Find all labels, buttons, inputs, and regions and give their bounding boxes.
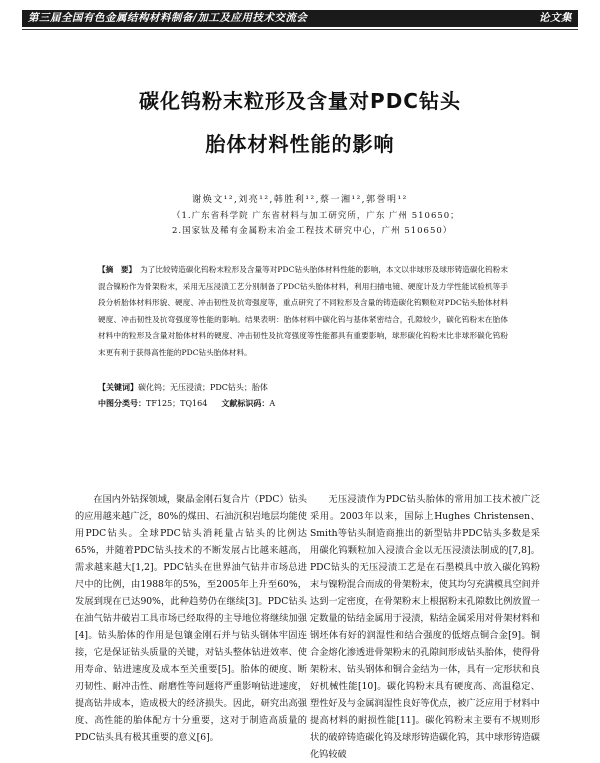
header-conference-title: 第三届全国有色金属结构材料制备/加工及应用技术交流会 xyxy=(28,12,308,24)
document-code-label: 文献标识码： xyxy=(221,398,270,408)
classification xyxy=(98,398,508,409)
abstract-label: 【摘 要】 xyxy=(98,265,137,274)
affiliation-2: 2.国家钛及稀有金属粉末冶金工程技术研究中心，广州 510650） xyxy=(172,226,453,236)
body-column-right: 无压浸渍作为PDC钻头胎体的常用加工技术被广泛采用。2003年以来，国际上Hughes Christensen、Smith等钻头制造商推出的新型钻井PDC钻头多数是采用碳化钨颗粒加入浸渍合金以无压浸渍法制成的[7,8]。PDC钻头的无压浸渍工艺是在石墨模具中放入碳化钨粉末与镍粉混合而成的骨架粉末，使其均匀充满模具空间并达到一定密度，在骨架粉末上根据粉末孔隙数比例放置一定数量的钻结金属用于浸渍，粘结金属采用对骨架材料和钢坯体有好的润湿性和结合强度的低熔点铜合金[9]。铜合金熔化渗透进骨架粉末的孔隙间形成钻头胎体，使得骨架粉末、钻头钢体和铜合金结为一体，具有一定形状和良好机械性能[10]。碳化钨粉末具有硬度高、高温稳定、塑性好及与金属润湿性良好等优点，被广泛应用于材料中提高材料的耐损性能[11]。碳化钨粉末主要有不规则形状的破碎铸造碳化钨及球形铸造碳化钨，其中球形铸造碳化钨较破 xyxy=(310,494,540,760)
abstract xyxy=(98,262,508,361)
header-band xyxy=(22,10,578,27)
header-divider xyxy=(22,29,578,30)
abstract-text: 为了比较铸造碳化钨粉末粒形及含量等对PDC钻头胎体材料性能的影响，本文以非球形及球形铸造碳化钨粉末混合镍粉作为骨架粉末，采用无压浸渍工艺分别制备了PDC钻头胎体材料，利用扫描电镜、硬度计及力学性能试验机等手段分析胎体材料形貌、硬度、冲击韧性及抗弯强度等，重点研究了不同粒形及含量的铸造碳化钨颗粒对PDC钻头胎体材料硬度、冲击韧性及抗弯强度等性能的影响。结果表明：胎体材料中碳化钨与基体紧密结合，孔隙较少，碳化钨粉末在胎体材料中的粒形及含量对胎体材料的硬度、冲击韧性及抗弯强度等性能都具有重要影响，球形碳化钨粉末比非球形碳化钨粉末更有利于获得高性能的PDC钻头胎体材料。 xyxy=(98,265,508,357)
paper-title-line1: 碳化钨粉末粒形及含量对PDC钻头 xyxy=(139,89,461,113)
author-list: 谢焕文¹²,刘亮¹²,韩胜利¹²,蔡一湘¹²,郭誉明¹² xyxy=(192,195,408,205)
body-column-left: 在国内外钻探领域，聚晶金刚石复合片（PDC）钻头的应用越来越广泛，80%的煤田、石油沉积岩地层均能使用PDC钻头。全球PDC钻头消耗量占钻头的比例达65%，并随着PDC钻头技术的不断发展占比越来越高，需求越来越大[1,2]。PDC钻头在世界油气钻井市场总进尺中的比例，由1988年的5%，至2005年上升至60%，发展到现在已达90%，此种趋势仍在继续[3]。PDC钻头在油气钻井破岩工具市场已经取得的主导地位将继续加强[4]。钻头胎体的作用是包镶金刚石并与钻头钢体牢固连接，它是保证钻头质量的关键，对钻头整体钻进效率、使用寿命、钻进速度及成本至关重要[5]。胎体的硬度、断刃韧性、耐冲击性、耐磨性等问题将严重影响钻进速度，提高钻井成本，造成极大的经济损失。因此，研究出高强度、高性能的胎体配方十分重要，这对于制造高质量的PDC钻头具有极其重要的意义[6]。 xyxy=(75,494,307,743)
header-section-label: 论文集 xyxy=(539,12,572,24)
paper-title-line2: 胎体材料性能的影响 xyxy=(205,132,395,156)
classification-code: TF125；TQ164 xyxy=(146,399,208,408)
keywords-text: 碳化钨；无压浸渍；PDC钻头；胎体 xyxy=(138,383,268,392)
keywords-label: 【关键词】 xyxy=(98,382,138,392)
keywords xyxy=(98,382,508,393)
classification-label: 中图分类号： xyxy=(98,398,146,408)
document-code: A xyxy=(269,399,276,408)
affiliation-1: （1.广东省科学院 广东省材料与加工研究所，广东 广州 510650； xyxy=(172,211,460,221)
